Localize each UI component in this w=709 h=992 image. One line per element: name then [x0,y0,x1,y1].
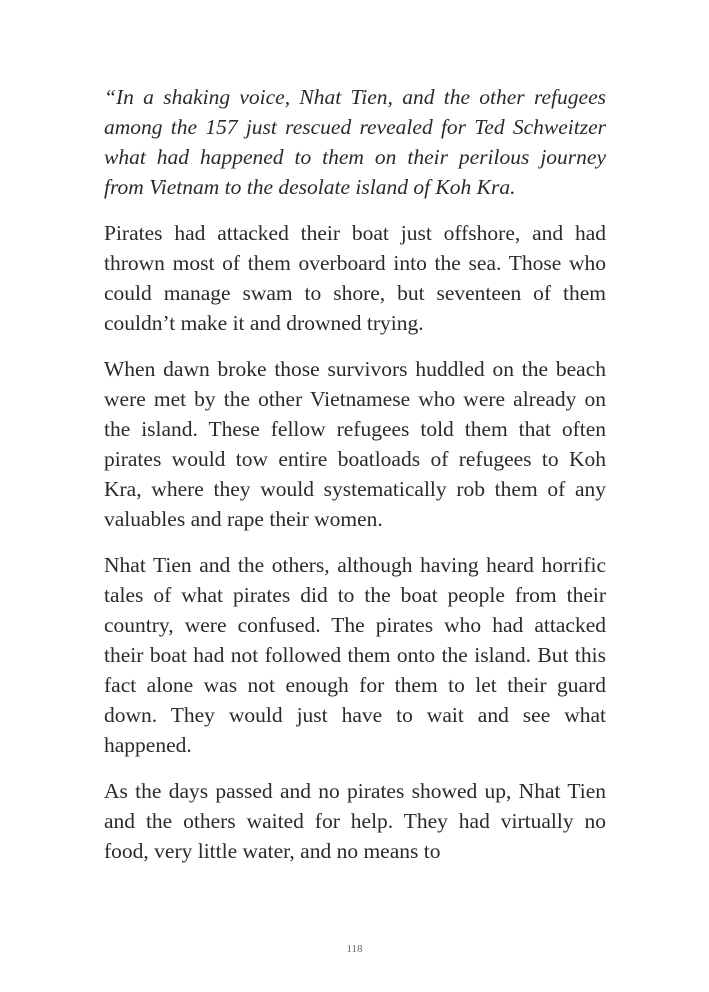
page-number: 118 [346,943,363,955]
body-text [104,82,606,882]
paragraph-pirates-attack: Pirates had attacked their boat just offshore, and had thrown most of them overboard into the sea. Those who could manage swam to shore, but seventeen of them couldn’t make it and drowned trying. [104,221,606,335]
quote-paragraph: “In a shaking voice, Nhat Tien, and the other refugees among the 157 just rescued revealed for Ted Schweitzer what had happened to them on their perilous journey from Vietnam to the desolate island of Koh Kra. [104,85,606,199]
paragraph-dawn-survivors: When dawn broke those survivors huddled on the beach were met by the other Vietnamese who were already on the island. These fellow refugees told them that often pirates would tow entire boatloads of refugees to Koh Kra, where they would systematically rob them of any valuables and rape their women. [104,357,606,531]
paragraph-days-passed: As the days passed and no pirates showed up, Nhat Tien and the others waited for help. They had virtually no food, very little water, and no means to [104,779,606,863]
paragraph-nhat-tien-confused: Nhat Tien and the others, although having heard horrific tales of what pirates did to the boat people from their country, were confused. The pirates who had attacked their boat had not followed them onto the island. But this fact alone was not enough for them to let their guard down. They would just have to wait and see what happened. [104,553,606,757]
